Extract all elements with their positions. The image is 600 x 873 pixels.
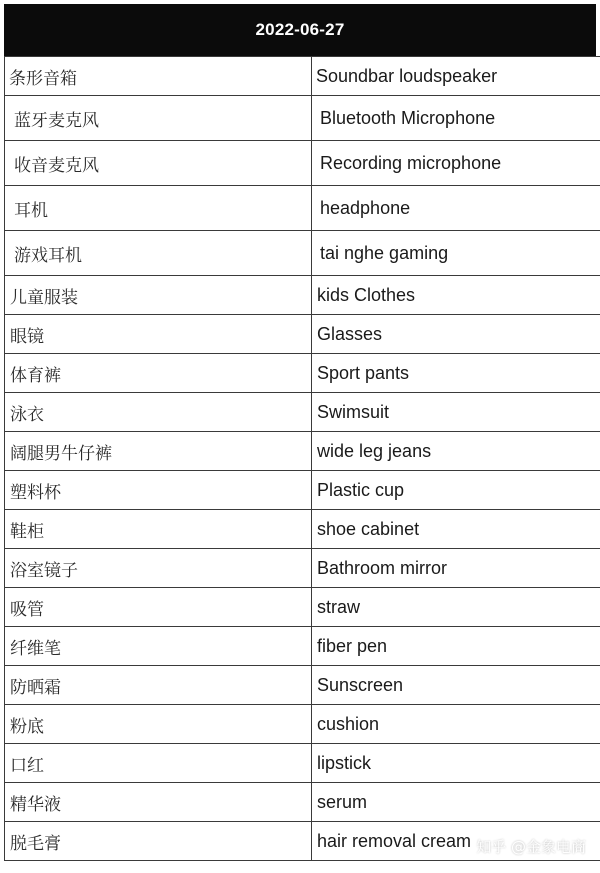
chinese-term-cell: 儿童服装 (5, 276, 312, 315)
source-watermark (476, 836, 586, 857)
table-row (5, 666, 600, 705)
english-term-cell: Plastic cup (312, 471, 600, 510)
english-term-cell: wide leg jeans (312, 432, 600, 471)
chinese-term-cell: 塑料杯 (5, 471, 312, 510)
chinese-term-cell: 眼镜 (5, 315, 312, 354)
english-term-cell: Sunscreen (312, 666, 600, 705)
table-row (5, 141, 600, 186)
chinese-term-cell: 游戏耳机 (5, 231, 312, 276)
english-term-cell: Soundbar loudspeaker (312, 57, 600, 96)
chinese-term-cell: 阔腿男牛仔裤 (5, 432, 312, 471)
chinese-term-cell: 鞋柜 (5, 510, 312, 549)
table-row (5, 510, 600, 549)
english-term-cell: cushion (312, 705, 600, 744)
english-term-cell: Recording microphone (312, 141, 600, 186)
chinese-term-cell: 蓝牙麦克风 (5, 96, 312, 141)
chinese-term-cell: 纤维笔 (5, 627, 312, 666)
table-row (5, 96, 600, 141)
table-row (5, 432, 600, 471)
english-term-cell: headphone (312, 186, 600, 231)
chinese-term-cell: 粉底 (5, 705, 312, 744)
english-term-cell: Swimsuit (312, 393, 600, 432)
english-term-cell: fiber pen (312, 627, 600, 666)
table-row (5, 186, 600, 231)
table-row (5, 744, 600, 783)
english-term-cell: lipstick (312, 744, 600, 783)
date-header (4, 4, 596, 56)
chinese-term-cell: 收音麦克风 (5, 141, 312, 186)
english-term-cell: Sport pants (312, 354, 600, 393)
vocabulary-table (4, 56, 600, 861)
english-term-cell: Bluetooth Microphone (312, 96, 600, 141)
chinese-term-cell: 防晒霜 (5, 666, 312, 705)
table-row (5, 471, 600, 510)
table-row (5, 57, 600, 96)
english-term-cell: shoe cabinet (312, 510, 600, 549)
english-term-cell: straw (312, 588, 600, 627)
english-term-cell: Glasses (312, 315, 600, 354)
table-row (5, 588, 600, 627)
watermark-text: 知乎 @金象电商 (476, 838, 586, 856)
chinese-term-cell: 吸管 (5, 588, 312, 627)
chinese-term-cell: 泳衣 (5, 393, 312, 432)
vocabulary-sheet (4, 4, 596, 861)
table-row (5, 354, 600, 393)
date-label: 2022-06-27 (255, 20, 345, 39)
table-row (5, 627, 600, 666)
table-row (5, 276, 600, 315)
chinese-term-cell: 精华液 (5, 783, 312, 822)
table-row (5, 315, 600, 354)
english-term-cell: hair removal cream (312, 822, 600, 861)
table-row (5, 705, 600, 744)
english-term-cell: tai nghe gaming (312, 231, 600, 276)
chinese-term-cell: 条形音箱 (5, 57, 312, 96)
table-row (5, 231, 600, 276)
chinese-term-cell: 浴室镜子 (5, 549, 312, 588)
table-row (5, 783, 600, 822)
chinese-term-cell: 脱毛膏 (5, 822, 312, 861)
english-term-cell: kids Clothes (312, 276, 600, 315)
table-row (5, 393, 600, 432)
chinese-term-cell: 耳机 (5, 186, 312, 231)
english-term-cell: serum (312, 783, 600, 822)
chinese-term-cell: 体育裤 (5, 354, 312, 393)
table-row (5, 549, 600, 588)
chinese-term-cell: 口红 (5, 744, 312, 783)
english-term-cell: Bathroom mirror (312, 549, 600, 588)
